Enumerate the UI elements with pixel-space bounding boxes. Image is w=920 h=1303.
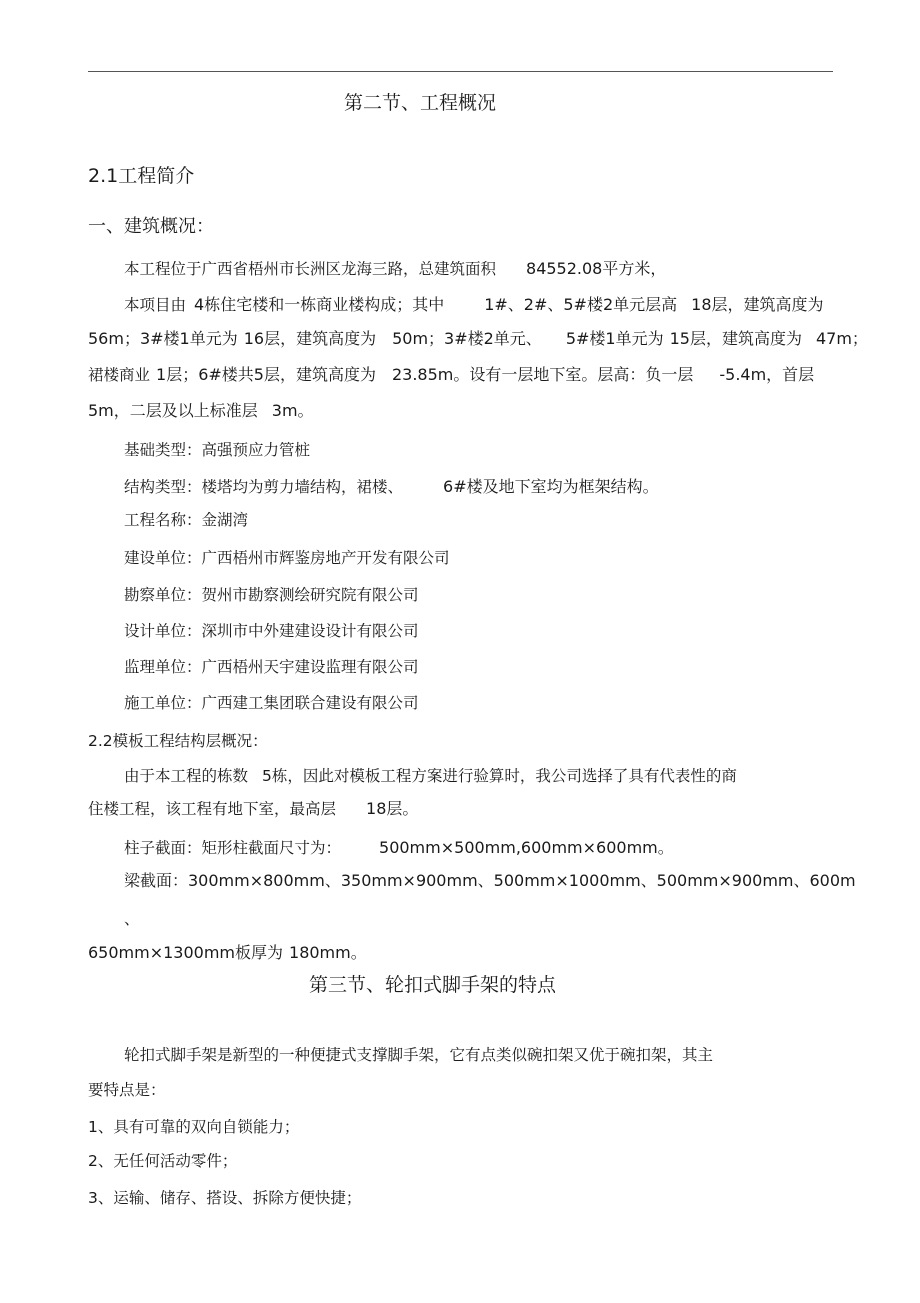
paragraph-template-line-1: 由于本工程的栋数 5栋，因此对模板工程方案进行验算时，我公司选择了具有代表性的商 [124,767,737,785]
location-text: 本工程位于广西省梧州市长洲区龙海三路，总建筑面积 [124,260,497,278]
paragraph-project-line-4: 5m，二层及以上标准层 3m。 [88,401,314,420]
subheading-building-overview: 一、建筑概况： [88,216,214,237]
total-area: 84552.08平方米， [526,259,667,278]
foundation-type: 基础类型：高强预应力管桩 [124,441,311,459]
feature-item-3: 3、运输、储存、搭设、拆除方便快捷； [88,1189,362,1207]
construction-unit: 施工单位：广西建工集团联合建设有限公司 [124,694,419,712]
structure-type: 结构类型：楼塔均为剪力墙结构，裙楼、 6#楼及地下室均为框架结构。 [124,477,659,496]
beam-section-line-3: 650mm×1300mm板厚为 180mm。 [88,943,367,962]
beam-section-line-2: 、 [124,910,140,928]
subheading-2-2: 2.2模板工程结构层概况： [88,732,268,750]
subheading-2-1: 2.1工程简介 [88,165,195,187]
paragraph-location [124,259,666,279]
section-heading-2: 第二节、工程概况 [344,92,497,114]
section-heading-3: 第三节、轮扣式脚手架的特点 [309,974,557,996]
supervision-unit: 监理单位：广西梧州天宇建设监理有限公司 [124,658,419,676]
paragraph-scaffold-line-1: 轮扣式脚手架是新型的一种便捷式支撑脚手架，它有点类似碗扣架又优于碗扣架，其主 [124,1046,714,1064]
feature-item-1: 1、具有可靠的双向自锁能力； [88,1118,300,1136]
paragraph-template-line-2: 住楼工程，该工程有地下室，最高层 18层。 [88,799,419,818]
header-rule [88,71,833,72]
design-unit: 设计单位：深圳市中外建建设设计有限公司 [124,622,419,640]
paragraph-project-line-2: 56m；3#楼1单元为 16层，建筑高度为 50m；3#楼2单元、 5#楼1单元为 15层，建筑高度为 47m； [88,329,868,348]
paragraph-scaffold-line-2: 要特点是： [88,1081,166,1099]
owner-unit: 建设单位：广西梧州市辉鉴房地产开发有限公司 [124,549,450,567]
paragraph-project-line-1: 本项目由 4栋住宅楼和一栋商业楼构成；其中 1#、2#、5#楼2单元层高 18层，建筑高度为 [124,295,824,314]
feature-item-2: 2、无任何活动零件； [88,1152,238,1170]
survey-unit: 勘察单位：贺州市勘察测绘研究院有限公司 [124,586,419,604]
column-section: 柱子截面：矩形柱截面尺寸为： 500mm×500mm,600mm×600mm。 [124,838,674,857]
project-name: 工程名称：金湖湾 [124,511,249,529]
paragraph-project-line-3: 裙楼商业 1层；6#楼共5层，建筑高度为 23.85m。设有一层地下室。层高：负一层 -5.4m，首层 [88,365,815,384]
beam-section-line-1: 梁截面：300mm×800mm、350mm×900mm、500mm×1000mm、500mm×900mm、600m [124,871,856,890]
